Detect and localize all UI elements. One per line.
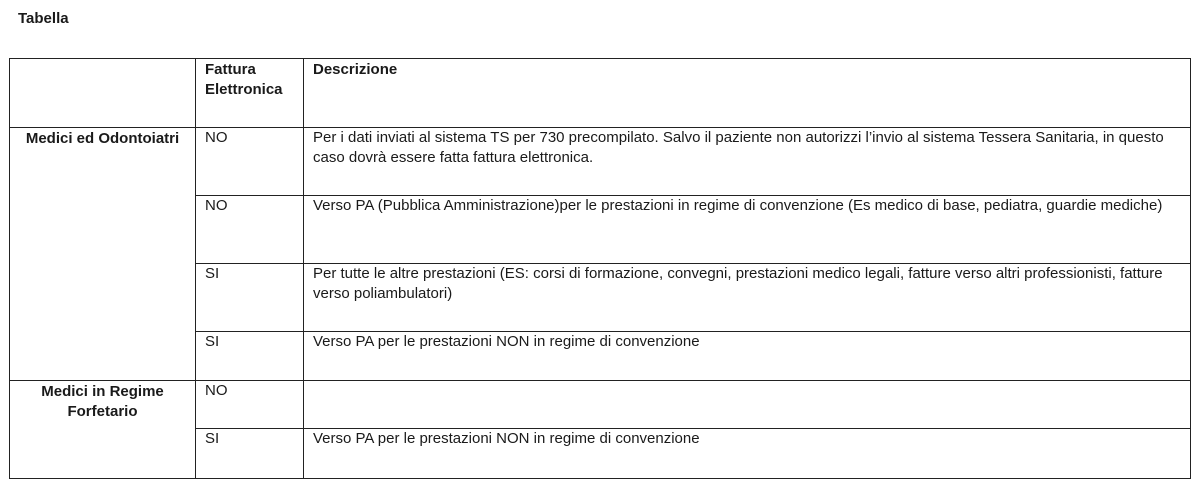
fattura-value: NO bbox=[205, 197, 228, 214]
category-cell bbox=[10, 128, 196, 381]
descrizione-value: Verso PA (Pubblica Amministrazione)per le prestazioni in regime di convenzione (Es medico di base, pediatra, guardie mediche) bbox=[313, 197, 1163, 214]
fattura-cell bbox=[196, 128, 304, 196]
descrizione-cell bbox=[304, 264, 1191, 332]
fattura-cell bbox=[196, 381, 304, 429]
header-category bbox=[10, 59, 196, 128]
descrizione-cell bbox=[304, 128, 1191, 196]
fattura-cell bbox=[196, 332, 304, 381]
fattura-cell bbox=[196, 196, 304, 264]
fattura-cell bbox=[196, 264, 304, 332]
descrizione-cell bbox=[304, 332, 1191, 381]
table-row bbox=[10, 381, 1191, 429]
category-label: Medici ed Odontoiatri bbox=[25, 130, 180, 147]
category-label: Medici in Regime Forfetario bbox=[41, 383, 164, 420]
fattura-value: NO bbox=[205, 129, 228, 146]
header-category-label bbox=[10, 59, 195, 60]
category-cell bbox=[10, 381, 196, 479]
header-fattura bbox=[196, 59, 304, 128]
descrizione-cell bbox=[304, 429, 1191, 479]
fattura-value: SI bbox=[205, 430, 220, 447]
page-title: Tabella bbox=[18, 10, 69, 27]
header-descrizione bbox=[304, 59, 1191, 128]
header-row bbox=[10, 59, 1191, 128]
fattura-cell bbox=[196, 429, 304, 479]
fattura-value: SI bbox=[205, 333, 220, 350]
descrizione-value: Verso PA per le prestazioni NON in regime di convenzione bbox=[313, 430, 700, 447]
main-table bbox=[9, 58, 1191, 479]
fattura-value: SI bbox=[205, 265, 220, 282]
header-descrizione-label: Descrizione bbox=[313, 61, 398, 78]
descrizione-value: Verso PA per le prestazioni NON in regime di convenzione bbox=[313, 333, 700, 350]
descrizione-value: Per tutte le altre prestazioni (ES: corsi di formazione, convegni, prestazioni medico legali, fatture verso altri professionisti, fatture verso poliambulatori) bbox=[313, 265, 1163, 302]
descrizione-cell bbox=[304, 196, 1191, 264]
descrizione-value: Per i dati inviati al sistema TS per 730 precompilato. Salvo il paziente non autorizzi l’invio al sistema Tessera Sanitaria, in questo caso dovrà essere fatta fattura elettronica. bbox=[313, 129, 1164, 166]
fattura-value: NO bbox=[205, 382, 228, 399]
descrizione-cell bbox=[304, 381, 1191, 429]
header-fattura-label: Fattura Elettronica bbox=[205, 61, 283, 98]
table-row bbox=[10, 128, 1191, 196]
